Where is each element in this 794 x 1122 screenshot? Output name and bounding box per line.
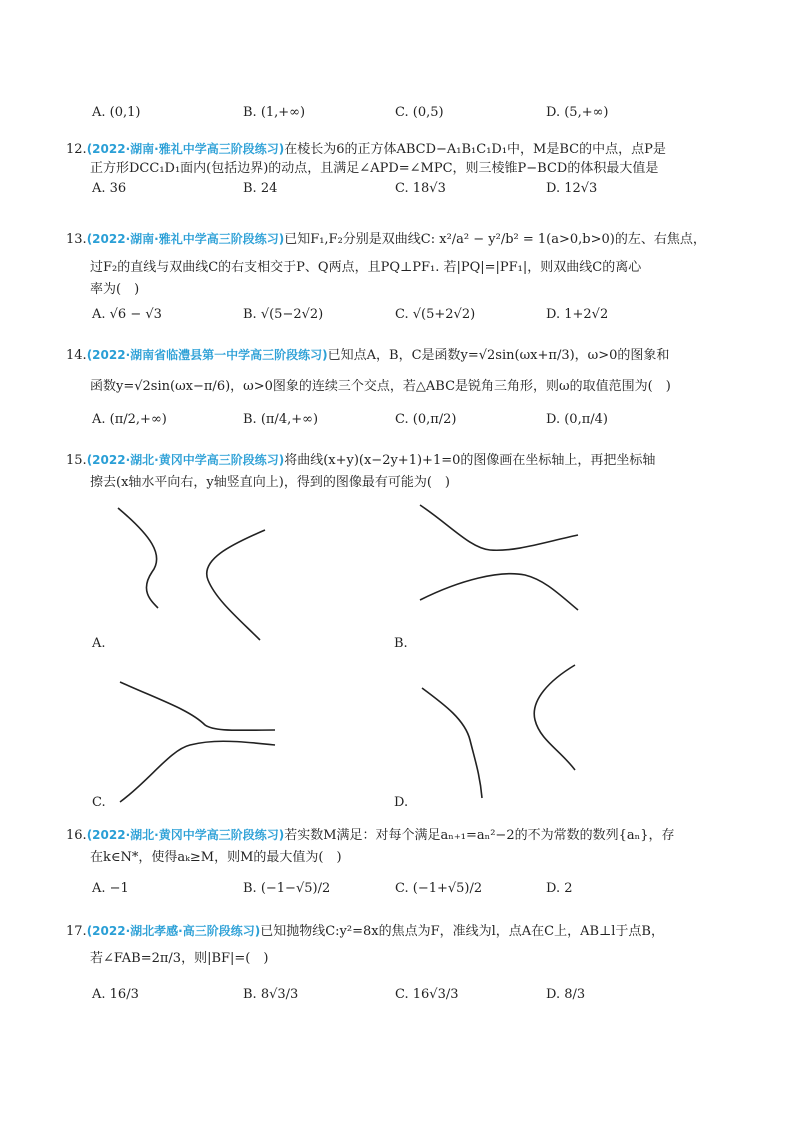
q12-number: 12. xyxy=(66,142,87,157)
q16-stem-2: 在k∈N*，使得aₖ≥M，则M的最大值为( ) xyxy=(90,850,342,865)
q15-label-b: B. xyxy=(394,636,408,651)
q15-graph-b-branch-bottom xyxy=(420,574,578,610)
q12-source-tag: (2022·湖南·雅礼中学高三阶段练习) xyxy=(86,142,285,156)
q15-graph-a-branch-left xyxy=(118,508,158,608)
q13-option-a[interactable]: A. √6 − √3 xyxy=(92,307,162,322)
q11-option-b[interactable]: B. (1,+∞) xyxy=(243,105,306,120)
q16-source-tag: (2022·湖北·黄冈中学高三阶段练习) xyxy=(86,828,285,842)
q14-stem-1: 已知点A，B，C是函数y=√2sin(ωx+π/3)，ω>0的图象和 xyxy=(327,348,670,363)
q17-stem-1: 已知抛物线C:y²=8x的焦点为F，准线为l，点A在C上，AB⊥l于点B， xyxy=(260,924,664,939)
q15-graph-c-branch-top xyxy=(120,682,275,730)
q16-stem-1: 若实数M满足：对每个满足aₙ₊₁=aₙ²−2的不为常数的数列{aₙ}，存 xyxy=(284,828,675,843)
q15-graph-b-branch-top xyxy=(420,505,578,550)
q14-option-b[interactable]: B. (π/4,+∞) xyxy=(243,412,319,427)
q15-graph-d-branch-left xyxy=(422,688,482,798)
q14-option-a[interactable]: A. (π/2,+∞) xyxy=(92,412,167,427)
q14-option-d[interactable]: D. (0,π/4) xyxy=(546,412,608,427)
q13-option-d[interactable]: D. 1+2√2 xyxy=(546,307,609,322)
q15-graph-d[interactable] xyxy=(410,660,590,810)
q15-source-tag: (2022·湖北·黄冈中学高三阶段练习) xyxy=(86,453,285,467)
q17-option-c[interactable]: C. 16√3/3 xyxy=(395,987,459,1002)
q13-source-tag: (2022·湖南·雅礼中学高三阶段练习) xyxy=(86,232,285,246)
q12-option-b[interactable]: B. 24 xyxy=(243,181,278,196)
q11-option-d[interactable]: D. (5,+∞) xyxy=(546,105,609,120)
q11-option-a[interactable]: A. (0,1) xyxy=(92,105,141,120)
q15-graph-d-branch-right xyxy=(534,665,575,770)
q15-graph-a-branch-right xyxy=(207,530,265,640)
q17-option-b[interactable]: B. 8√3/3 xyxy=(243,987,299,1002)
q16-number: 16. xyxy=(66,828,87,843)
q16-line1 xyxy=(66,826,675,845)
q17-number: 17. xyxy=(66,924,87,939)
q17-option-d[interactable]: D. 8/3 xyxy=(546,987,586,1002)
q13-stem-2: 过F₂的直线与双曲线C的右支相交于P、Q两点，且PQ⊥PF₁. 若|PQ|=|PF₁|，则双曲线C的离心 xyxy=(90,260,642,275)
q16-option-a[interactable]: A. −1 xyxy=(92,881,129,896)
q15-graph-c-branch-bottom xyxy=(120,741,275,802)
q15-stem-2: 擦去(x轴水平向右，y轴竖直向上)，得到的图像最有可能为( ) xyxy=(90,475,450,490)
q15-graph-c[interactable] xyxy=(110,670,280,810)
q13-stem-1: 已知F₁,F₂分别是双曲线C: x²/a² − y²/b² = 1(a>0,b>0)的左、右焦点， xyxy=(284,232,706,247)
q12-line1 xyxy=(66,140,666,159)
q17-stem-2: 若∠FAB=2π/3，则|BF|=( ) xyxy=(90,951,269,966)
q15-number: 15. xyxy=(66,453,87,468)
q15-graph-a[interactable] xyxy=(110,500,280,650)
q13-stem-3: 率为( ) xyxy=(90,282,140,297)
q16-option-b[interactable]: B. (−1−√5)/2 xyxy=(243,881,331,896)
q15-line1 xyxy=(66,451,655,470)
q11-option-c[interactable]: C. (0,5) xyxy=(395,105,444,120)
q14-number: 14. xyxy=(66,348,87,363)
q14-source-tag: (2022·湖南省临澧县第一中学高三阶段练习) xyxy=(86,348,328,362)
q16-option-c[interactable]: C. (−1+√5)/2 xyxy=(395,881,483,896)
q13-number: 13. xyxy=(66,232,87,247)
q12-option-c[interactable]: C. 18√3 xyxy=(395,181,446,196)
q17-option-a[interactable]: A. 16/3 xyxy=(92,987,139,1002)
q12-option-d[interactable]: D. 12√3 xyxy=(546,181,598,196)
q12-option-a[interactable]: A. 36 xyxy=(92,181,127,196)
q15-label-a: A. xyxy=(92,636,106,651)
q15-label-c: C. xyxy=(92,795,106,810)
q12-stem-2: 正方形DCC₁D₁面内(包括边界)的动点，且满足∠APD=∠MPC，则三棱锥P−BCD的体积最大值是 xyxy=(90,161,659,176)
q14-option-c[interactable]: C. (0,π/2) xyxy=(395,412,457,427)
q13-line1 xyxy=(66,230,706,249)
q17-line1 xyxy=(66,922,664,941)
q12-stem-1: 在棱长为6的正方体ABCD−A₁B₁C₁D₁中，M是BC的中点，点P是 xyxy=(284,142,666,157)
q17-source-tag: (2022·湖北孝感·高三阶段练习) xyxy=(86,924,261,938)
q15-stem-1: 将曲线(x+y)(x−2y+1)+1=0的图像画在坐标轴上，再把坐标轴 xyxy=(284,453,656,468)
q14-stem-2: 函数y=√2sin(ωx−π/6)，ω>0图象的连续三个交点，若△ABC是锐角三角形，则ω的取值范围为( ) xyxy=(90,379,671,394)
q14-line1 xyxy=(66,346,669,365)
q15-label-d: D. xyxy=(394,795,409,810)
q13-option-b[interactable]: B. √(5−2√2) xyxy=(243,307,324,322)
q15-graph-b[interactable] xyxy=(410,500,590,650)
q13-option-c[interactable]: C. √(5+2√2) xyxy=(395,307,476,322)
q16-option-d[interactable]: D. 2 xyxy=(546,881,573,896)
